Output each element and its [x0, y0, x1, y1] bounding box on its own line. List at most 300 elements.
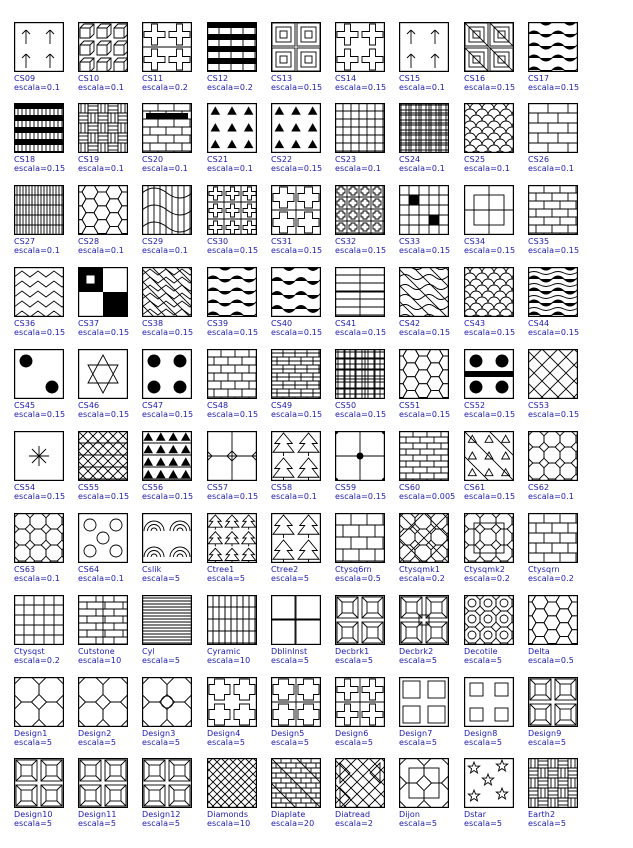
pattern-name: CS33: [399, 237, 421, 246]
pattern-scale: escala=0.15: [528, 246, 580, 255]
pattern-name: Design8: [464, 729, 498, 738]
hatch-pattern-icon: [271, 185, 321, 235]
hatch-pattern-icon: [14, 677, 64, 727]
pattern-name: CS15: [399, 74, 421, 83]
hatch-pattern-icon: [271, 431, 321, 481]
pattern-scale: escala=0.15: [528, 83, 580, 92]
pattern-name: Design11: [78, 810, 117, 819]
pattern-name: CS45: [14, 401, 36, 410]
hatch-pattern-icon: [207, 513, 257, 563]
pattern-name: CS25: [464, 155, 486, 164]
hatch-pattern-icon: [207, 431, 257, 481]
hatch-pattern-icon: [271, 595, 321, 645]
pattern-scale: escala=0.15: [464, 83, 516, 92]
pattern-swatch: [399, 22, 449, 72]
pattern-name: CS27: [14, 237, 36, 246]
pattern-scale: escala=0.15: [142, 492, 194, 501]
pattern-swatch: [207, 431, 257, 481]
hatch-pattern-icon: [335, 185, 385, 235]
pattern-scale: escala=0.1: [78, 246, 124, 255]
pattern-swatch: [207, 349, 257, 399]
hatch-pattern-icon: [207, 185, 257, 235]
pattern-scale: escala=0.1: [271, 492, 317, 501]
pattern-name: Cutstone: [78, 647, 115, 656]
pattern-name: Design9: [528, 729, 562, 738]
hatch-pattern-icon: [78, 758, 128, 808]
pattern-name: CS39: [207, 319, 229, 328]
hatch-pattern-icon: [399, 677, 449, 727]
pattern-name: CS09: [14, 74, 36, 83]
pattern-name: CS48: [207, 401, 229, 410]
hatch-pattern-icon: [14, 431, 64, 481]
hatch-pattern-icon: [207, 22, 257, 72]
hatch-pattern-icon: [528, 595, 578, 645]
hatch-pattern-icon: [464, 431, 514, 481]
pattern-name: Decotile: [464, 647, 498, 656]
pattern-scale: escala=0.1: [78, 574, 124, 583]
pattern-name: Ctree1: [207, 565, 235, 574]
pattern-swatch: [335, 103, 385, 153]
pattern-scale: escala=0.15: [271, 328, 323, 337]
pattern-name: Design1: [14, 729, 48, 738]
pattern-swatch: [142, 677, 192, 727]
hatch-pattern-icon: [399, 431, 449, 481]
pattern-scale: escala=5: [142, 656, 181, 665]
hatch-pattern-icon: [78, 185, 128, 235]
hatch-pattern-icon: [207, 677, 257, 727]
pattern-scale: escala=0.15: [335, 328, 387, 337]
pattern-swatch: [14, 431, 64, 481]
hatch-pattern-icon: [271, 349, 321, 399]
pattern-swatch: [399, 185, 449, 235]
pattern-scale: escala=0.15: [142, 328, 194, 337]
hatch-pattern-icon: [399, 267, 449, 317]
pattern-scale: escala=5: [528, 819, 567, 828]
hatch-pattern-icon: [14, 758, 64, 808]
hatch-pattern-icon: [399, 185, 449, 235]
pattern-scale: escala=0.15: [207, 246, 259, 255]
hatch-pattern-icon: [528, 267, 578, 317]
pattern-scale: escala=0.1: [14, 83, 60, 92]
hatch-pattern-icon: [271, 103, 321, 153]
pattern-swatch: [464, 513, 514, 563]
pattern-scale: escala=0.15: [399, 328, 451, 337]
hatch-pattern-icon: [78, 267, 128, 317]
pattern-name: Design7: [399, 729, 433, 738]
pattern-name: CS34: [464, 237, 486, 246]
hatch-pattern-icon: [399, 349, 449, 399]
pattern-swatch: [399, 103, 449, 153]
hatch-pattern-icon: [142, 349, 192, 399]
pattern-scale: escala=0.1: [207, 164, 253, 173]
pattern-name: CS60: [399, 483, 421, 492]
pattern-name: CS57: [207, 483, 229, 492]
hatch-pattern-icon: [271, 677, 321, 727]
pattern-scale: escala=0.15: [335, 492, 387, 501]
pattern-scale: escala=10: [207, 656, 251, 665]
pattern-swatch: [207, 677, 257, 727]
pattern-swatch: [464, 22, 514, 72]
hatch-pattern-icon: [207, 267, 257, 317]
pattern-scale: escala=0.15: [14, 164, 66, 173]
pattern-swatch: [142, 349, 192, 399]
pattern-swatch: [142, 22, 192, 72]
pattern-scale: escala=5: [78, 819, 117, 828]
pattern-scale: escala=0.005: [399, 492, 456, 501]
pattern-scale: escala=0.15: [399, 410, 451, 419]
pattern-swatch: [335, 267, 385, 317]
pattern-name: CS44: [528, 319, 550, 328]
pattern-name: CS59: [335, 483, 357, 492]
pattern-scale: escala=20: [271, 819, 315, 828]
pattern-scale: escala=0.15: [335, 246, 387, 255]
hatch-pattern-icon: [399, 103, 449, 153]
pattern-name: Dstar: [464, 810, 487, 819]
hatch-pattern-icon: [142, 431, 192, 481]
pattern-scale: escala=5: [399, 656, 438, 665]
pattern-name: CS51: [399, 401, 421, 410]
pattern-name: CS62: [528, 483, 550, 492]
pattern-scale: escala=0.15: [464, 246, 516, 255]
pattern-swatch: [335, 431, 385, 481]
hatch-pattern-icon: [78, 677, 128, 727]
pattern-swatch: [464, 431, 514, 481]
hatch-pattern-icon: [335, 758, 385, 808]
pattern-name: CS54: [14, 483, 36, 492]
pattern-name: Ctysqst: [14, 647, 45, 656]
hatch-pattern-icon: [464, 103, 514, 153]
hatch-pattern-icon: [335, 349, 385, 399]
pattern-swatch: [528, 677, 578, 727]
hatch-pattern-icon: [528, 513, 578, 563]
pattern-scale: escala=5: [335, 656, 374, 665]
pattern-swatch: [14, 349, 64, 399]
hatch-pattern-icon: [399, 595, 449, 645]
pattern-scale: escala=5: [271, 738, 310, 747]
hatch-pattern-icon: [464, 758, 514, 808]
pattern-swatch: [528, 595, 578, 645]
pattern-scale: escala=0.1: [399, 164, 445, 173]
pattern-name: CS32: [335, 237, 357, 246]
pattern-swatch: [528, 22, 578, 72]
pattern-name: CS64: [78, 565, 100, 574]
pattern-name: CS58: [271, 483, 293, 492]
pattern-name: CS23: [335, 155, 357, 164]
hatch-pattern-icon: [142, 677, 192, 727]
pattern-scale: escala=0.5: [528, 656, 574, 665]
pattern-scale: escala=0.1: [142, 246, 188, 255]
pattern-swatch: [14, 185, 64, 235]
pattern-name: CS61: [464, 483, 486, 492]
hatch-pattern-icon: [14, 513, 64, 563]
hatch-pattern-icon: [335, 267, 385, 317]
pattern-swatch: [528, 185, 578, 235]
pattern-name: CS36: [14, 319, 36, 328]
pattern-swatch: [528, 513, 578, 563]
pattern-swatch: [207, 22, 257, 72]
hatch-pattern-icon: [399, 513, 449, 563]
hatch-pattern-icon: [528, 185, 578, 235]
pattern-swatch: [464, 677, 514, 727]
pattern-swatch: [78, 677, 128, 727]
pattern-name: CS14: [335, 74, 357, 83]
hatch-pattern-icon: [271, 513, 321, 563]
pattern-name: CS22: [271, 155, 293, 164]
pattern-scale: escala=0.1: [335, 164, 381, 173]
pattern-swatch: [207, 595, 257, 645]
pattern-scale: escala=0.15: [271, 83, 323, 92]
pattern-name: CS28: [78, 237, 100, 246]
pattern-swatch: [142, 513, 192, 563]
pattern-scale: escala=5: [399, 819, 438, 828]
pattern-name: Cyl: [142, 647, 155, 656]
hatch-pattern-icon: [14, 349, 64, 399]
pattern-swatch: [335, 513, 385, 563]
pattern-name: CS31: [271, 237, 293, 246]
pattern-swatch: [78, 513, 128, 563]
hatch-pattern-icon: [207, 349, 257, 399]
pattern-swatch: [78, 103, 128, 153]
pattern-scale: escala=0.15: [78, 492, 130, 501]
pattern-scale: escala=0.2: [14, 656, 60, 665]
hatch-pattern-icon: [78, 513, 128, 563]
pattern-scale: escala=5: [528, 738, 567, 747]
pattern-swatch: [207, 267, 257, 317]
pattern-name: CS29: [142, 237, 164, 246]
pattern-scale: escala=0.2: [464, 574, 510, 583]
pattern-swatch: [271, 22, 321, 72]
pattern-scale: escala=5: [14, 819, 53, 828]
pattern-name: CS11: [142, 74, 164, 83]
pattern-scale: escala=0.15: [464, 328, 516, 337]
pattern-swatch: [14, 103, 64, 153]
pattern-scale: escala=0.1: [528, 492, 574, 501]
pattern-swatch: [335, 677, 385, 727]
pattern-swatch: [464, 595, 514, 645]
pattern-swatch: [399, 513, 449, 563]
hatch-pattern-icon: [399, 22, 449, 72]
pattern-swatch: [335, 758, 385, 808]
pattern-swatch: [271, 513, 321, 563]
pattern-scale: escala=0.1: [528, 164, 574, 173]
pattern-scale: escala=0.15: [207, 492, 259, 501]
pattern-name: CS10: [78, 74, 100, 83]
pattern-scale: escala=0.1: [14, 246, 60, 255]
hatch-pattern-icon: [142, 185, 192, 235]
pattern-name: Design10: [14, 810, 53, 819]
pattern-scale: escala=5: [271, 574, 310, 583]
pattern-scale: escala=0.2: [399, 574, 445, 583]
pattern-scale: escala=0.1: [464, 164, 510, 173]
hatch-pattern-icon: [335, 513, 385, 563]
pattern-swatch: [399, 677, 449, 727]
hatch-pattern-icon: [14, 185, 64, 235]
pattern-scale: escala=5: [399, 738, 438, 747]
pattern-swatch: [78, 185, 128, 235]
pattern-scale: escala=0.15: [271, 246, 323, 255]
pattern-name: CS56: [142, 483, 164, 492]
pattern-scale: escala=5: [207, 738, 246, 747]
pattern-swatch: [271, 185, 321, 235]
hatch-pattern-icon: [207, 103, 257, 153]
pattern-swatch: [78, 349, 128, 399]
pattern-swatch: [528, 349, 578, 399]
hatch-pattern-icon: [207, 595, 257, 645]
pattern-swatch: [78, 758, 128, 808]
hatch-pattern-icon: [142, 513, 192, 563]
hatch-pattern-icon: [271, 267, 321, 317]
hatch-pattern-icon: [78, 349, 128, 399]
pattern-scale: escala=5: [14, 738, 53, 747]
pattern-scale: escala=0.15: [271, 164, 323, 173]
pattern-name: Design3: [142, 729, 176, 738]
pattern-name: Ctysq6rn: [335, 565, 372, 574]
pattern-name: Ctysqrn: [528, 565, 560, 574]
pattern-swatch: [271, 267, 321, 317]
pattern-swatch: [528, 267, 578, 317]
pattern-name: CS19: [78, 155, 100, 164]
pattern-swatch: [142, 267, 192, 317]
pattern-swatch: [335, 22, 385, 72]
pattern-scale: escala=0.15: [207, 410, 259, 419]
pattern-scale: escala=0.15: [142, 410, 194, 419]
hatch-pattern-icon: [78, 431, 128, 481]
hatch-pattern-icon: [207, 758, 257, 808]
pattern-name: Ctysqmk1: [399, 565, 441, 574]
pattern-swatch: [14, 267, 64, 317]
hatch-pattern-icon: [14, 103, 64, 153]
hatch-pattern-icon: [335, 103, 385, 153]
pattern-name: Design4: [207, 729, 241, 738]
hatch-pattern-icon: [528, 22, 578, 72]
pattern-swatch: [78, 431, 128, 481]
hatch-pattern-icon: [335, 677, 385, 727]
pattern-swatch: [399, 431, 449, 481]
pattern-name: CS24: [399, 155, 421, 164]
hatch-pattern-icon: [142, 103, 192, 153]
pattern-scale: escala=0.1: [142, 164, 188, 173]
pattern-swatch: [399, 267, 449, 317]
pattern-name: CS63: [14, 565, 36, 574]
pattern-scale: escala=0.15: [14, 410, 66, 419]
pattern-swatch: [271, 758, 321, 808]
pattern-scale: escala=5: [271, 656, 310, 665]
pattern-name: Diaplate: [271, 810, 306, 819]
pattern-scale: escala=5: [464, 656, 503, 665]
pattern-scale: escala=0.1: [14, 574, 60, 583]
pattern-name: CS16: [464, 74, 486, 83]
pattern-swatch: [271, 431, 321, 481]
pattern-scale: escala=0.15: [528, 410, 580, 419]
pattern-scale: escala=0.2: [207, 83, 253, 92]
pattern-scale: escala=0.15: [464, 410, 516, 419]
pattern-swatch: [142, 103, 192, 153]
hatch-pattern-icon: [271, 758, 321, 808]
hatch-pattern-icon: [464, 185, 514, 235]
pattern-swatch: [464, 185, 514, 235]
pattern-swatch: [142, 185, 192, 235]
pattern-swatch: [399, 758, 449, 808]
pattern-swatch: [528, 758, 578, 808]
pattern-name: CS53: [528, 401, 550, 410]
pattern-name: CS47: [142, 401, 164, 410]
pattern-name: CS42: [399, 319, 421, 328]
pattern-swatch: [142, 758, 192, 808]
pattern-scale: escala=5: [464, 738, 503, 747]
pattern-scale: escala=2: [335, 819, 374, 828]
pattern-swatch: [399, 595, 449, 645]
pattern-scale: escala=0.15: [399, 246, 451, 255]
pattern-scale: escala=5: [78, 738, 117, 747]
pattern-name: CS18: [14, 155, 36, 164]
hatch-pattern-icon: [464, 349, 514, 399]
pattern-swatch: [528, 431, 578, 481]
pattern-swatch: [464, 758, 514, 808]
pattern-name: Cslik: [142, 565, 162, 574]
pattern-scale: escala=5: [464, 819, 503, 828]
pattern-swatch: [78, 267, 128, 317]
pattern-scale: escala=0.1: [399, 83, 445, 92]
pattern-name: CS55: [78, 483, 100, 492]
pattern-swatch: [207, 185, 257, 235]
pattern-swatch: [14, 758, 64, 808]
pattern-name: CS46: [78, 401, 100, 410]
hatch-pattern-icon: [528, 349, 578, 399]
hatch-pattern-icon: [528, 677, 578, 727]
pattern-name: CS41: [335, 319, 357, 328]
hatch-pattern-icon: [14, 267, 64, 317]
pattern-name: CS26: [528, 155, 550, 164]
hatch-pattern-icon: [142, 267, 192, 317]
hatch-pattern-icon: [528, 758, 578, 808]
pattern-swatch: [464, 349, 514, 399]
pattern-name: Ctysqmk2: [464, 565, 506, 574]
pattern-name: CS17: [528, 74, 550, 83]
pattern-name: CS13: [271, 74, 293, 83]
pattern-scale: escala=0.15: [14, 328, 66, 337]
pattern-name: Decbrk2: [399, 647, 434, 656]
hatch-pattern-icon: [464, 267, 514, 317]
pattern-name: CS50: [335, 401, 357, 410]
pattern-name: CS20: [142, 155, 164, 164]
pattern-scale: escala=5: [335, 738, 374, 747]
pattern-swatch: [271, 349, 321, 399]
hatch-pattern-icon: [335, 22, 385, 72]
pattern-name: Design12: [142, 810, 181, 819]
pattern-scale: escala=0.15: [528, 328, 580, 337]
hatch-pattern-icon: [14, 595, 64, 645]
pattern-name: CS12: [207, 74, 229, 83]
hatch-pattern-icon: [271, 22, 321, 72]
pattern-name: Design6: [335, 729, 369, 738]
pattern-name: Dblinlnst: [271, 647, 308, 656]
hatch-pattern-icon: [14, 22, 64, 72]
pattern-name: Delta: [528, 647, 550, 656]
hatch-pattern-icon: [528, 103, 578, 153]
pattern-swatch: [142, 595, 192, 645]
pattern-name: CS35: [528, 237, 550, 246]
hatch-pattern-icon: [464, 595, 514, 645]
hatch-pattern-icon: [78, 22, 128, 72]
pattern-name: CS38: [142, 319, 164, 328]
pattern-name: Dijon: [399, 810, 421, 819]
pattern-name: Design5: [271, 729, 305, 738]
pattern-swatch: [335, 595, 385, 645]
hatch-pattern-icon: [78, 103, 128, 153]
hatch-pattern-icon: [464, 513, 514, 563]
pattern-swatch: [207, 513, 257, 563]
pattern-scale: escala=0.15: [335, 410, 387, 419]
